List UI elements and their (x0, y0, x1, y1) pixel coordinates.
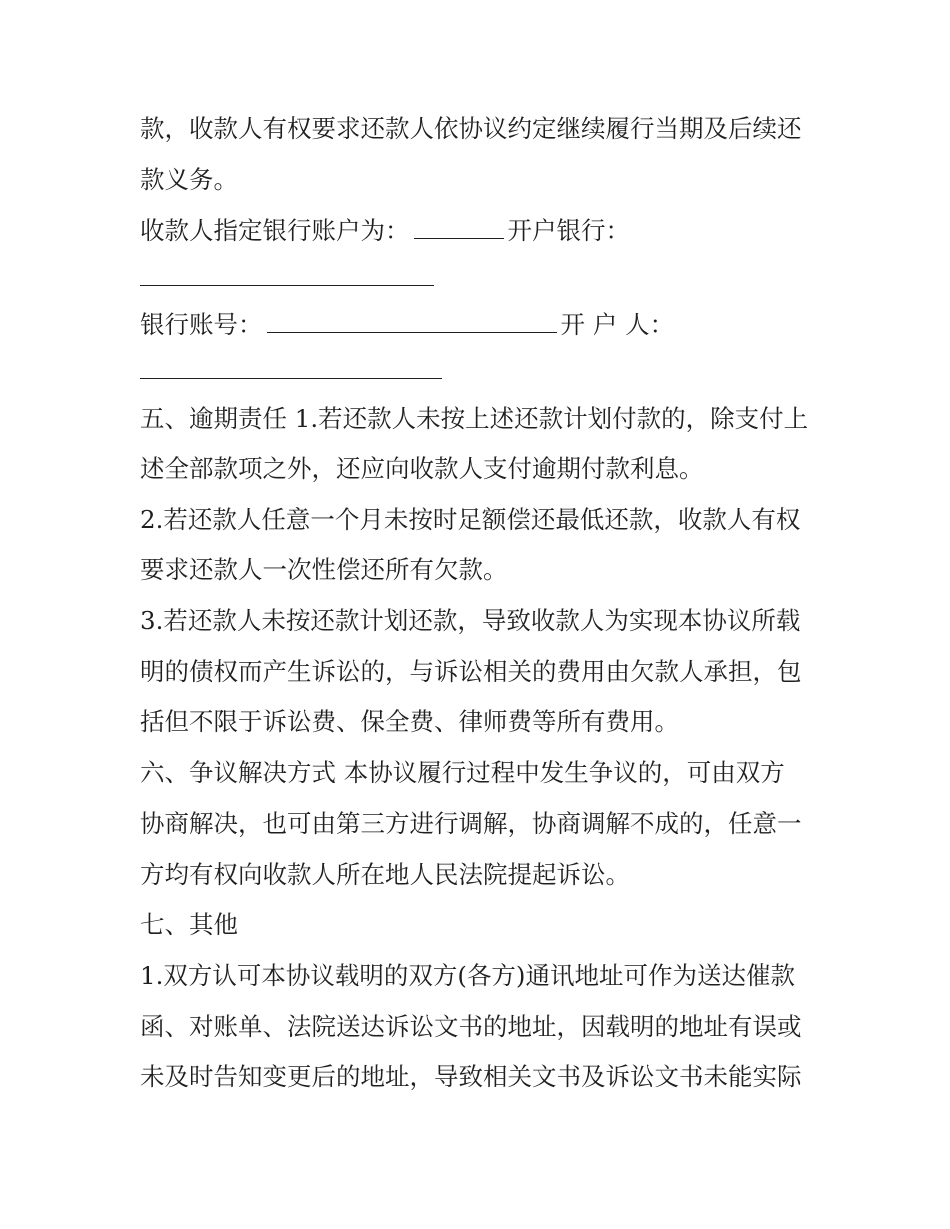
text-line: 款，收款人有权要求还款人依协议约定继续履行当期及后续还 (140, 114, 802, 143)
text-line: 明的债权而产生诉讼的，与诉讼相关的费用由欠款人承担，包 (140, 657, 802, 686)
text-line: 3.若还款人未按还款计划还款，导致收款人为实现本协议所载 (140, 606, 801, 635)
text-line: 要求还款人一次性偿还所有欠款。 (140, 555, 508, 584)
text-line: 未及时告知变更后的地址，导致相关文书及诉讼文书未能实际 (140, 1062, 802, 1091)
account-label: 收款人指定银行账户为： (140, 216, 410, 245)
text-line: 1.双方认可本协议载明的双方(各方)通讯地址可作为送达催款 (140, 961, 795, 990)
account-number-blank (267, 304, 557, 333)
opening-bank-blank (140, 285, 434, 286)
opening-bank-label: 开户银行： (507, 216, 630, 245)
bank-account-line (140, 206, 820, 256)
text-line: 协商解决，也可由第三方进行调解，协商调解不成的，任意一 (140, 809, 802, 838)
text-line: 2.若还款人任意一个月未按时足额偿还最低还款，收款人有权 (140, 505, 801, 534)
text-line: 款义务。 (140, 165, 238, 194)
account-holder-blank (140, 378, 442, 379)
text-line: 函、对账单、法院送达诉讼文书的地址，因载明的地址有误或 (140, 1012, 802, 1041)
text-line: 括但不限于诉讼费、保全费、律师费等所有费用。 (140, 707, 679, 736)
text-line: 方均有权向收款人所在地人民法院提起诉讼。 (140, 860, 630, 889)
text-line: 六、争议解决方式 本协议履行过程中发生争议的，可由双方 (140, 758, 785, 787)
account-blank (414, 210, 504, 239)
account-holder-label: 开 户 人： (560, 310, 675, 339)
text-line: 述全部款项之外，还应向收款人支付逾期付款利息。 (140, 454, 704, 483)
bank-number-line (140, 300, 820, 350)
account-number-label: 银行账号： (140, 310, 263, 339)
text-line: 五、逾期责任 1.若还款人未按上述还款计划付款的，除支付上 (140, 404, 809, 433)
section-heading: 七、其他 (140, 910, 238, 939)
